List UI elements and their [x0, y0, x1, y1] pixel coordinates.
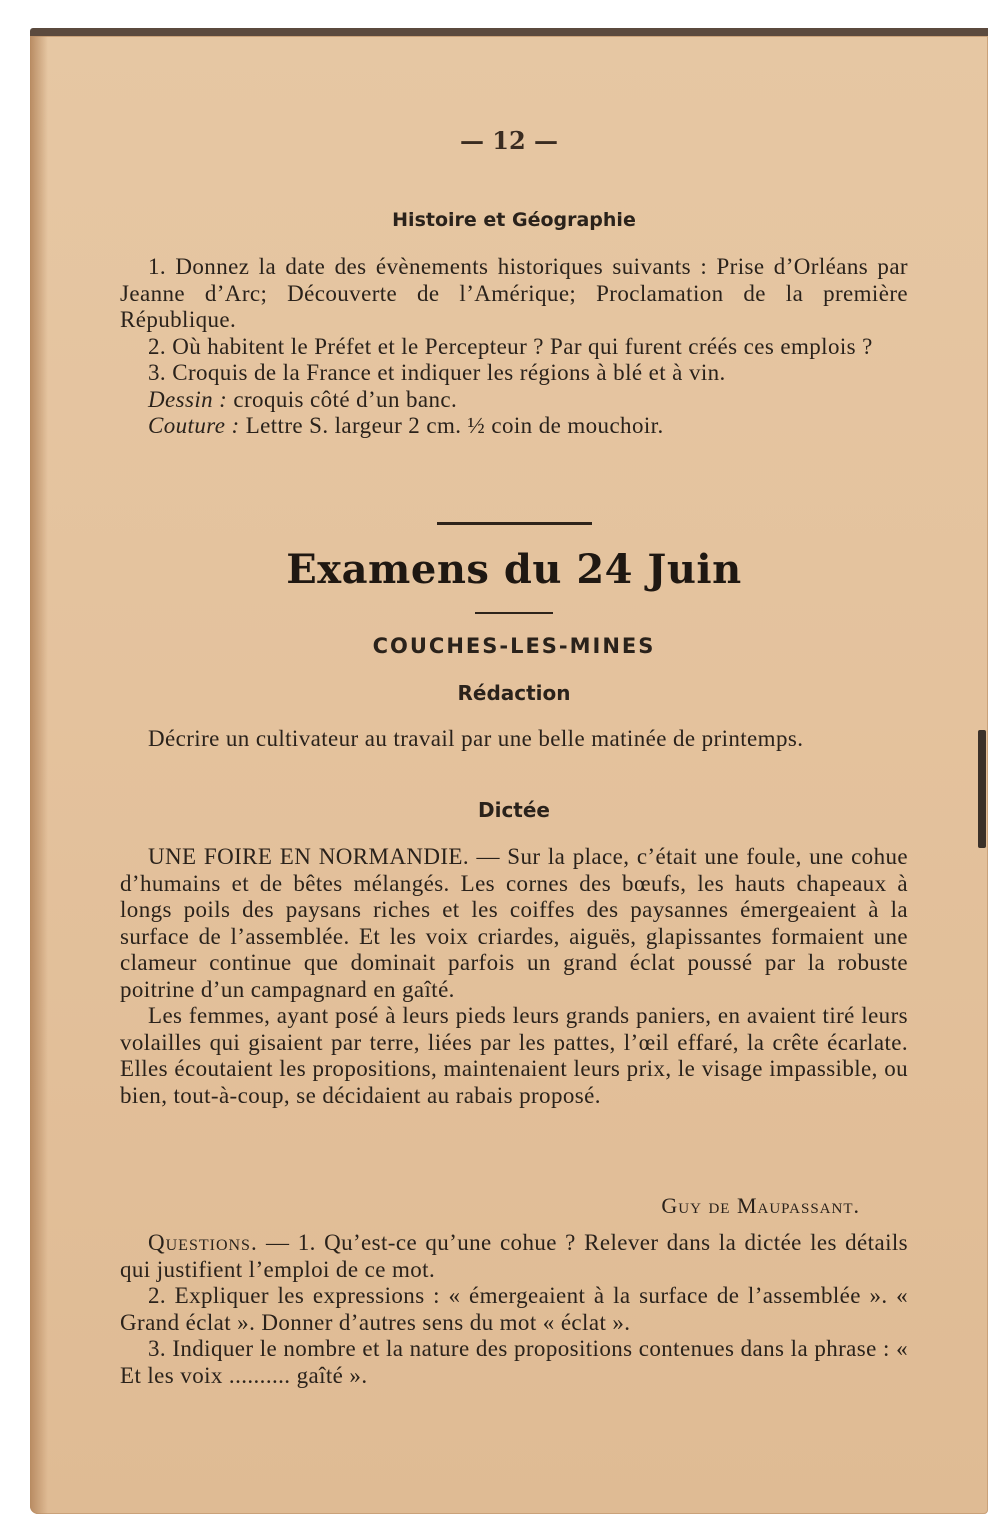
questions-label: Questions.: [148, 1230, 258, 1255]
histoire-question-3: 3. Croquis de la France et indiquer les régions à blé et à vin.: [148, 360, 726, 385]
question-1-text: — 1. Qu’est-ce qu’une cohue ? Relever dans la dictée les détails qui justifient l’emploi de ce mot.: [120, 1230, 908, 1282]
redaction-text: Décrire un cultivateur au travail par une belle matinée de printemps.: [148, 726, 804, 751]
dictee-heading: Dictée: [477, 798, 550, 822]
book-page: [30, 28, 988, 1514]
town-heading: COUCHES-LES-MINES: [372, 634, 656, 658]
question-2: 2. Expliquer les expressions : « émergeaient à la surface de l’assemblée ». « Grand éclat ». Donner d’autres sens du mot « éclat ».: [120, 1283, 908, 1335]
page-number: — 12 —: [459, 126, 559, 155]
dictee-text-block: [120, 844, 908, 1109]
couture-label: Couture :: [148, 413, 240, 438]
exam-title: Examens du 24 Juin: [286, 546, 742, 593]
histoire-questions: [120, 254, 908, 440]
page-content: [120, 36, 908, 1514]
dessin-line: [120, 387, 908, 414]
redaction-heading: Rédaction: [457, 681, 571, 705]
questions-block: [120, 1230, 908, 1389]
couture-line: [120, 413, 908, 440]
dictee-paragraph-1: UNE FOIRE EN NORMANDIE. — Sur la place, c’était une foule, une cohue d’humains et de bêtes mélangés. Les cornes des bœufs, les hauts chapeaux à longs poils des paysans riches et les coiffes des paysannes émergeaient à la surface de l’assemblée. Et les voix criardes, aiguës, glapissantes formaient une clameur continue que dominait parfois un grand éclat poussé par la robuste poitrine d’un campagnard en gaîté.: [120, 844, 908, 1002]
dessin-text: croquis côté d’un banc.: [227, 386, 458, 412]
section-heading-histoire: Histoire et Géographie: [392, 209, 636, 231]
histoire-question-1: 1. Donnez la date des évènements historiques suivants : Prise d’Orléans par Jeanne d’Arc; Découverte de l’Amérique; Proclamation de la première République.: [120, 254, 908, 332]
author-signature: Guy de Maupassant.: [661, 1193, 860, 1218]
dictee-paragraph-2: Les femmes, ayant posé à leurs pieds leurs grands paniers, en avaient tiré leurs volailles qui gisaient par terre, liées par les pattes, l’œil effaré, la crête écarlate. Elles écoutaient les propositions, maintenaient leurs prix, le visage impassible, ou bien, tout-à-coup, se décidaient au rabais proposé.: [120, 1003, 908, 1108]
couture-text: Lettre S. largeur 2 cm. ½ coin de mouchoir.: [239, 413, 664, 438]
binding-thread: [978, 730, 986, 848]
divider-rule-short: [475, 612, 553, 614]
question-1: [120, 1230, 908, 1283]
redaction-text-block: [120, 726, 908, 753]
dessin-label: Dessin :: [148, 386, 228, 412]
histoire-question-2: 2. Où habitent le Préfet et le Percepteur ? Par qui furent créés ces emplois ?: [148, 333, 873, 359]
question-3: 3. Indiquer le nombre et la nature des propositions contenues dans la phrase : « Et les voix .......... gaîté ».: [120, 1336, 908, 1388]
divider-rule-top: [437, 522, 592, 525]
